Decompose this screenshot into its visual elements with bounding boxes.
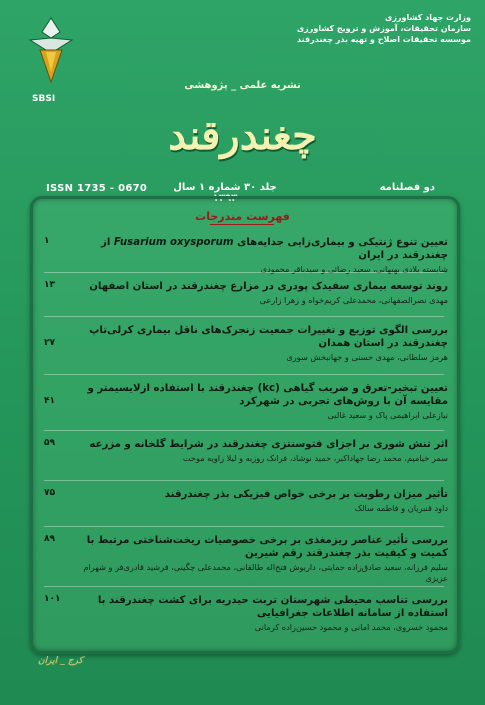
toc-divider (44, 374, 444, 375)
publisher-line: وزارت جهاد کشاورزی (384, 13, 471, 22)
sbsi-logo-icon (26, 16, 76, 86)
toc-item-title: تعیین تبخیر-تعرق و ضریب گیاهی (kc) چغندرقند با استفاده ازلایسیمتر و مقایسه آن با روش‌های تجربی در شهرکرد (87, 383, 448, 407)
frequency: دو فصلنامه (379, 182, 435, 193)
toc-divider (44, 480, 444, 481)
publisher-line: موسسه تحقیقات اصلاح و تهیه بذر چغندرقند (297, 35, 471, 44)
toc-item[interactable] (40, 236, 448, 275)
toc-item-authors: هرمز سلطانی، مهدی حسنی و جهانبخش سوری (286, 352, 448, 362)
toc-item-page: ۷۵ (44, 488, 55, 498)
issn: ISSN 1735 - 0670 (46, 183, 148, 194)
publisher-block (211, 12, 471, 45)
toc-item-page: ۱۰۱ (44, 594, 61, 604)
toc-item[interactable] (40, 382, 448, 421)
logo-text: SBSI (32, 94, 56, 104)
toc-item-page: ۴۱ (44, 396, 55, 406)
toc-item-authors: داود قنبریان و فاطمه سالک (354, 503, 448, 513)
toc-item-page: ۱۳ (44, 280, 55, 290)
toc-item[interactable] (40, 280, 448, 306)
toc-item-page: ۸۹ (44, 534, 55, 544)
footer-location: کرج _ ایران (38, 656, 83, 666)
toc-item-title: تأثیر میزان رطوبت بر برخی خواص فیزیکی بذر چغندرقند (164, 489, 448, 500)
toc-heading: فهرست مندرجات (195, 210, 290, 223)
toc-item-authors: محمود خسروی، محمد امانی و محمود حسین‌زاده کرمانی (254, 622, 448, 632)
toc-heading-underline (210, 224, 274, 225)
volume-info: جلد ۳۰ شماره ۱ سال ۱۳۹۳ (173, 182, 277, 204)
toc-item-title: بررسی تأثیر عناصر ریزمغذی بر برخی خصوصیات ریخت‌شناختی مرتبط با کمیت و کیفیت بذر چغندرقند رقم شیرین (86, 535, 448, 559)
journal-title: چغندرقند (168, 112, 317, 159)
toc-divider (44, 316, 444, 317)
toc-item-page: ۲۷ (44, 338, 55, 348)
toc-item-page: ۵۹ (44, 438, 55, 448)
toc-item[interactable] (40, 324, 448, 363)
toc-item[interactable] (40, 438, 448, 464)
toc-item-authors: شایسته بلادی بهبهانی، سعید رضائی و سیدباقر محمودی (260, 264, 448, 274)
toc-divider (44, 430, 444, 431)
publisher-line: سازمان تحقیقات، آموزش و ترویج کشاورزی (296, 24, 471, 33)
toc-item-title: اثر تنش شوری بر اجزای فتوسنتزی چغندرقند در شرایط گلخانه و مزرعه (89, 439, 448, 450)
toc-item[interactable] (40, 488, 448, 514)
toc-item-title: بررسی الگوی توزیع و تغییرات جمعیت زنجرک‌های ناقل بیماری کرلی‌تاپ چغندرقند در استان همدان (89, 325, 448, 349)
toc-item-authors: مهدی نصرالصفهانی، محمدعلی کریم‌خواه و زهرا زارعی (259, 295, 448, 305)
toc-item-authors: سمر خیامیم، محمد رضا جهاداکبر، حمید نوشاد، فرانک روزبه و لیلا زاویه موحت (182, 453, 448, 463)
toc-divider (44, 272, 444, 273)
toc-item[interactable] (40, 534, 448, 584)
toc-item-title: تعیین تنوع ژنتیکی و بیماری‌زایی جدایه‌های Fusarium oxysporum از چغندرقند در ایران (100, 237, 448, 261)
journal-subtitle: نشریه علمی _ پژوهشی (184, 80, 301, 91)
toc-item[interactable] (40, 594, 448, 633)
toc-item-title: روند توسعه بیماری سفیدک پودری در مزارع چغندرقند در استان اصفهان (89, 281, 448, 292)
toc-item-authors: سلیم فرزانه، سعید صادق‌زاده حمایتی، داریوش فتح‌اله طالقانی، محمدعلی چگینی، فرشید قادری‌فر و شهرام عزیزی (83, 562, 448, 583)
toc-item-title: بررسی تناسب محیطی شهرستان تربت حیدریه برای کشت چغندرقند با استفاده از سامانه اطلاعات جغرافیایی (97, 595, 448, 619)
toc-divider (44, 586, 444, 587)
toc-item-authors: نیازعلی ابراهیمی پاک و سعید غالبی (327, 410, 448, 420)
toc-divider (44, 526, 444, 527)
toc-item-page: ۱ (44, 236, 50, 246)
